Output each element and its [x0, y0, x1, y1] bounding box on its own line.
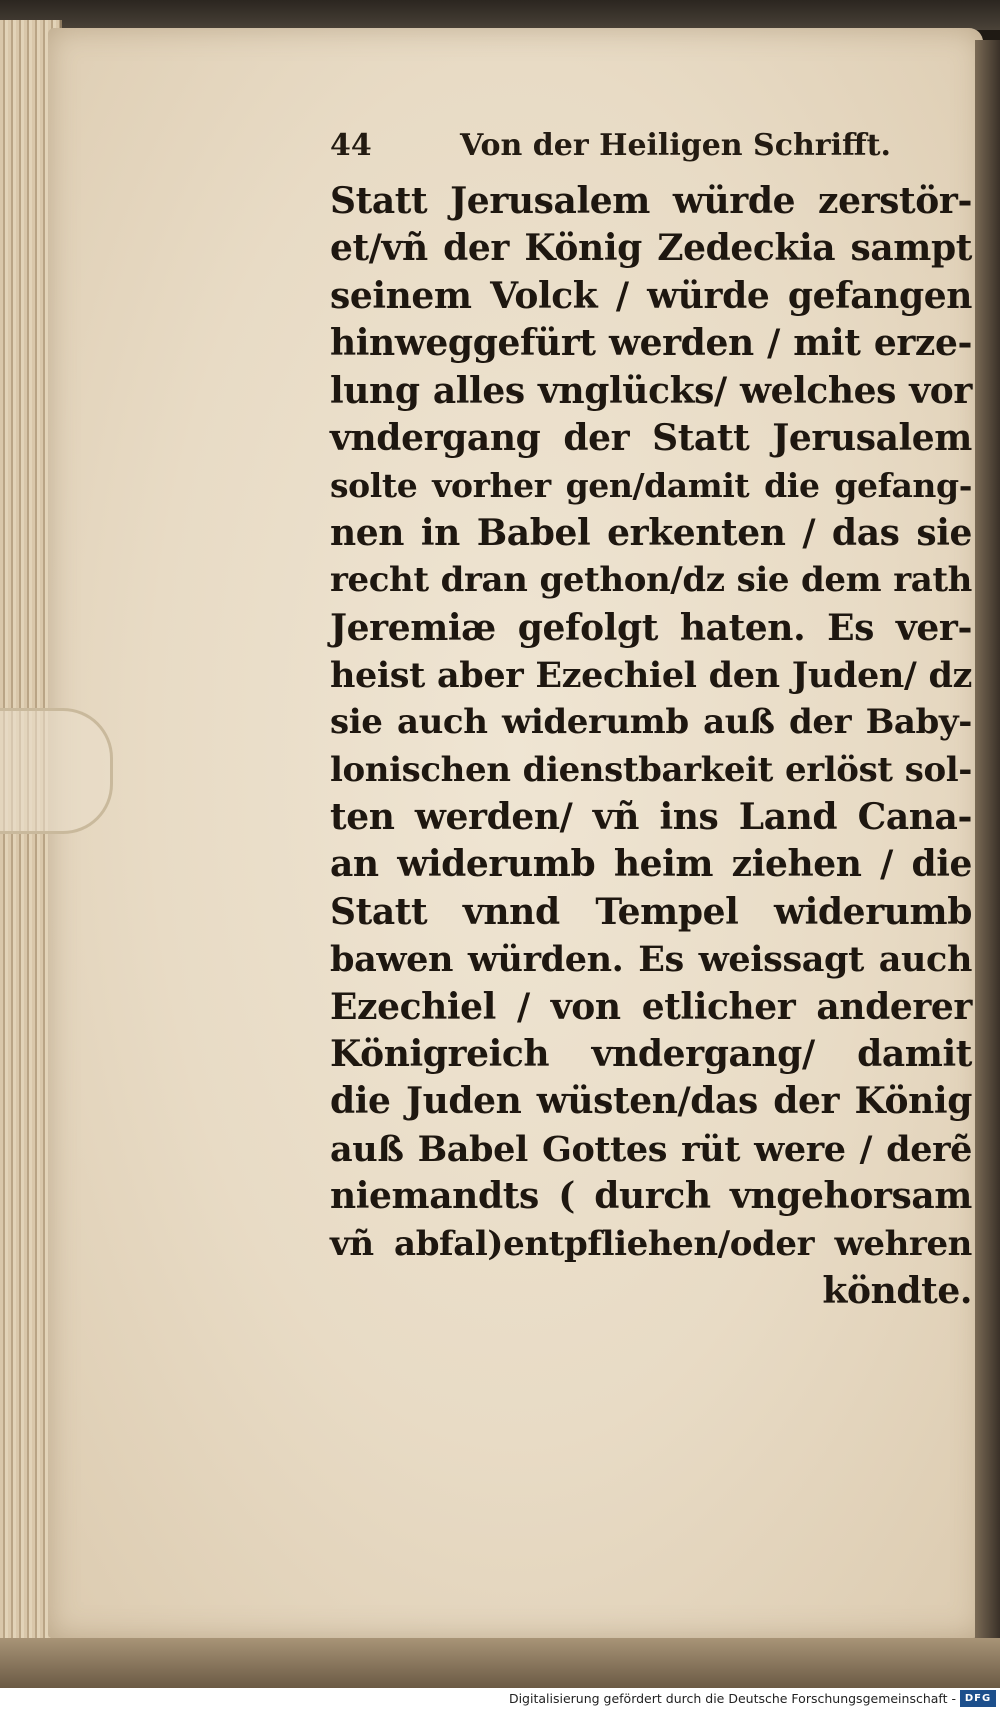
text-line-final: köndte.: [822, 1269, 972, 1312]
book-binding-top: [0, 0, 1000, 30]
text-line: Königreich vndergang/ damit: [330, 1033, 972, 1076]
text-line: Jeremiæ gefolgt haten. Es ver-: [330, 606, 972, 649]
funding-credit: Digitalisierung gefördert durch die Deutsche Forschungsgemeinschaft -: [508, 1691, 956, 1706]
text-line: an widerumb heim ziehen / die: [330, 843, 972, 886]
page-number: 44: [330, 128, 372, 163]
text-line: nen in Babel erkenten / das sie: [330, 511, 972, 554]
text-line: heist aber Ezechiel den Juden/ dz: [330, 654, 972, 696]
text-line: ten werden/ vñ ins Land Cana-: [330, 796, 972, 839]
text-line: vndergang der Statt Jerusalem: [330, 416, 972, 459]
text-line: vñ abfal)entpfliehen/oder wehren: [330, 1223, 972, 1264]
text-line: Ezechiel / von etlicher anderer: [330, 985, 972, 1028]
page-header: [330, 128, 950, 176]
book-bottom-edge: [0, 1638, 1000, 1688]
text-line: seinem Volck / würde gefangen: [330, 274, 972, 317]
text-line: lonischen dienstbarkeit erlöst sol-: [330, 749, 972, 790]
text-line: bawen würden. Es weissagt auch: [330, 939, 972, 981]
text-line: recht dran gethon/dz sie dem rath: [330, 560, 972, 601]
running-title: Von der Heiligen Schrifft.: [460, 128, 891, 163]
text-line: auß Babel Gottes rüt were / derẽ: [330, 1128, 972, 1170]
body-text: [330, 178, 972, 1315]
text-line: hinweggefürt werden / mit erze-: [330, 322, 972, 365]
dfg-logo-icon: DFG: [960, 1690, 996, 1707]
text-line: Statt vnnd Tempel widerumb: [330, 890, 972, 933]
text-line: lung alles vnglücks/ welches vor: [330, 369, 972, 412]
text-line: niemandts ( durch vngehorsam: [330, 1175, 972, 1218]
book-spine-shadow: [975, 40, 1000, 1640]
text-line: sie auch widerumb auß der Baby-: [330, 702, 972, 743]
book-clasp: [0, 708, 113, 834]
text-line: Statt Jerusalem würde zerstör-: [330, 180, 972, 222]
text-line: et/vñ der König Zedeckia sampt: [330, 227, 972, 270]
text-line: solte vorher gen/damit die gefang-: [330, 466, 972, 506]
text-line: die Juden wüsten/das der König: [330, 1080, 972, 1123]
